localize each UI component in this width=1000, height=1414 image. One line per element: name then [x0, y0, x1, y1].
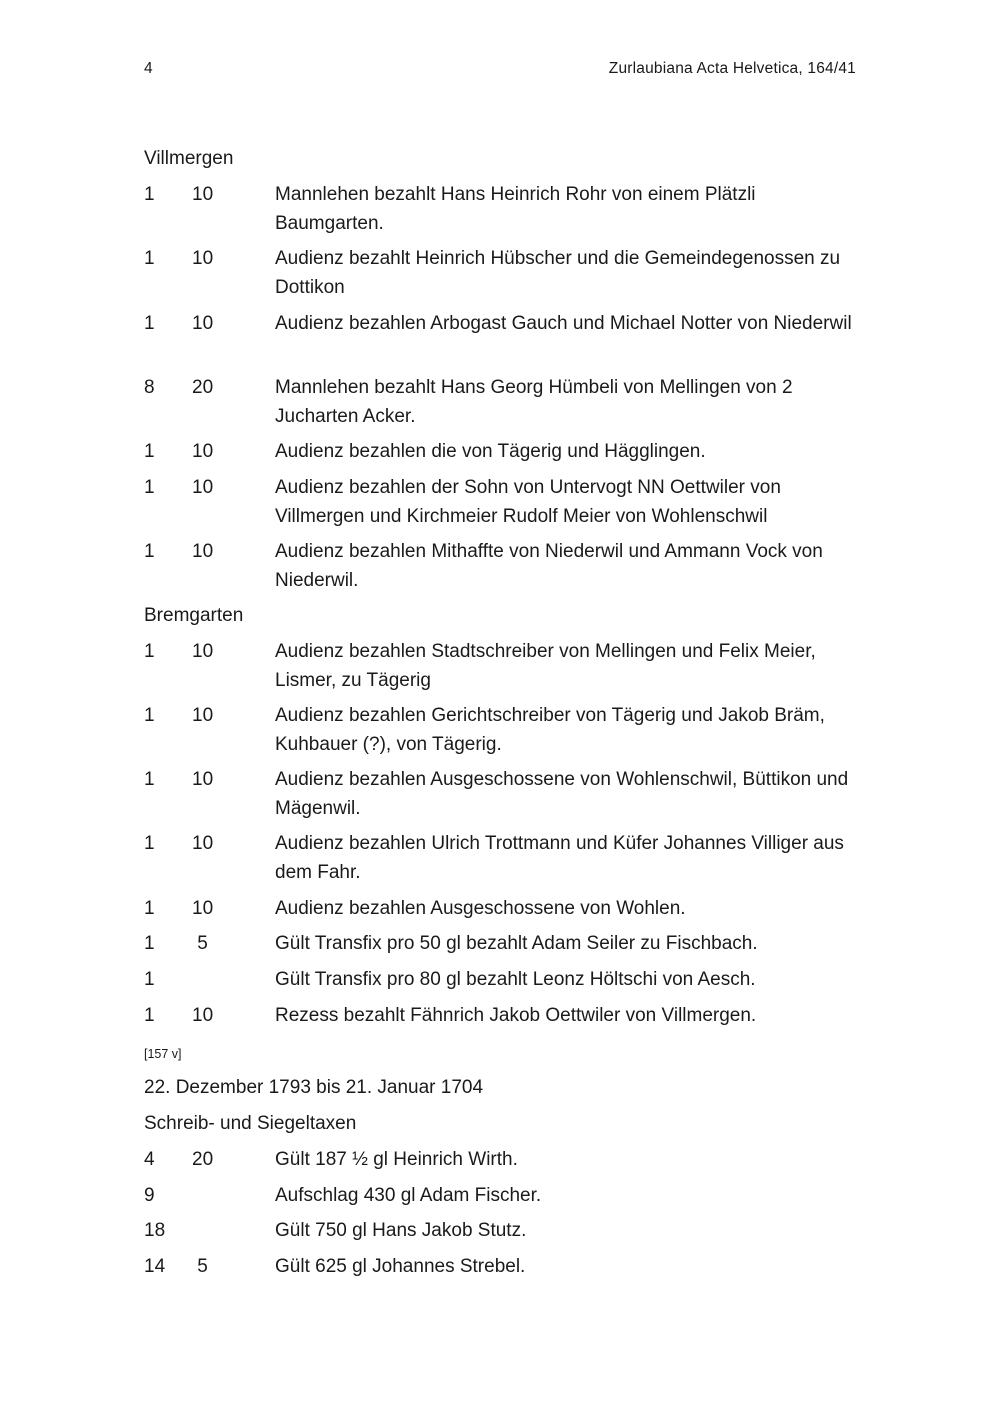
list-item [144, 894, 864, 923]
entry-amount-b: 20 [192, 377, 214, 398]
entry-amount-a: 1 [144, 248, 155, 269]
date-range: 22. Dezember 1793 bis 21. Januar 1704 [144, 1077, 484, 1098]
folio-marker: [157 v] [144, 1047, 182, 1061]
list-item [144, 765, 864, 823]
entry-description: Audienz bezahlen die von Tägerig und Hägglingen. [275, 441, 706, 462]
entry-amount-b: 10 [192, 1005, 214, 1026]
entry-description: Rezess bezahlt Fähnrich Jakob Oettwiler von Villmergen. [275, 1005, 757, 1026]
entry-amount-b: 10 [192, 769, 214, 790]
list-item [144, 1181, 864, 1210]
list-item [144, 244, 864, 302]
entry-amount-a: 1 [144, 969, 155, 990]
entry-amount-b: 10 [192, 898, 214, 919]
entry-amount-b: 10 [192, 441, 214, 462]
section-heading-villmergen: Villmergen [144, 148, 234, 169]
entry-amount-b: 10 [192, 705, 214, 726]
entry-amount-b: 5 [197, 1256, 208, 1277]
list-item [144, 965, 864, 994]
list-item [144, 437, 864, 466]
entry-description: Audienz bezahlen Ausgeschossene von Wohlen. [275, 898, 686, 919]
entry-description: Audienz bezahlen Ulrich Trottmann und Küfer Johannes Villiger aus dem Fahr. [275, 833, 844, 883]
entry-amount-a: 1 [144, 184, 155, 205]
list-item [144, 1252, 864, 1281]
entry-description: Gült 187 ½ gl Heinrich Wirth. [275, 1149, 518, 1170]
section-heading-taxen: Schreib- und Siegeltaxen [144, 1113, 357, 1134]
running-head: Zurlaubiana Acta Helvetica, 164/41 [608, 60, 856, 77]
list-item [144, 473, 864, 531]
page-number: 4 [144, 60, 153, 77]
entry-amount-a: 8 [144, 377, 155, 398]
entry-amount-a: 1 [144, 477, 155, 498]
entry-amount-a: 4 [144, 1149, 155, 1170]
entry-description: Audienz bezahlt Heinrich Hübscher und die Gemeindegenossen zu Dottikon [275, 248, 841, 298]
list-item [144, 1216, 864, 1245]
list-item [144, 537, 864, 595]
entry-amount-b: 20 [192, 1149, 214, 1170]
entry-description: Mannlehen bezahlt Hans Heinrich Rohr von einem Plätzli Baumgarten. [275, 184, 756, 234]
entry-amount-b: 10 [192, 248, 214, 269]
list-item [144, 829, 864, 887]
entry-description: Audienz bezahlen Stadtschreiber von Mellingen und Felix Meier, Lismer, zu Tägerig [275, 641, 816, 691]
list-item [144, 373, 864, 431]
entry-amount-b: 10 [192, 477, 214, 498]
entry-amount-a: 1 [144, 705, 155, 726]
list-item [144, 637, 864, 695]
list-item [144, 1001, 864, 1030]
entry-amount-a: 9 [144, 1185, 155, 1206]
entry-amount-a: 18 [144, 1220, 166, 1241]
entry-amount-a: 1 [144, 769, 155, 790]
list-item [144, 180, 864, 238]
entry-amount-a: 1 [144, 541, 155, 562]
entry-amount-a: 1 [144, 898, 155, 919]
entry-amount-b: 10 [192, 833, 214, 854]
list-item [144, 701, 864, 759]
entry-description: Gült Transfix pro 80 gl bezahlt Leonz Höltschi von Aesch. [275, 969, 756, 990]
page-header [144, 58, 856, 80]
entry-amount-a: 14 [144, 1256, 166, 1277]
entry-amount-b: 5 [197, 933, 208, 954]
entry-amount-b: 10 [192, 541, 214, 562]
entry-description: Audienz bezahlen Arbogast Gauch und Michael Notter von Niederwil [275, 313, 852, 334]
entry-description: Gült 750 gl Hans Jakob Stutz. [275, 1220, 527, 1241]
entry-amount-a: 1 [144, 441, 155, 462]
list-item [144, 1145, 864, 1174]
list-item [144, 309, 864, 338]
entry-description: Audienz bezahlen der Sohn von Untervogt NN Oettwiler von Villmergen und Kirchmeier Rudolf Meier von Wohlenschwil [275, 477, 781, 527]
entry-amount-a: 1 [144, 641, 155, 662]
list-item [144, 929, 864, 958]
entry-description: Gült 625 gl Johannes Strebel. [275, 1256, 526, 1277]
entry-description: Aufschlag 430 gl Adam Fischer. [275, 1185, 542, 1206]
entry-description: Audienz bezahlen Ausgeschossene von Wohlenschwil, Büttikon und Mägenwil. [275, 769, 849, 819]
entry-description: Gült Transfix pro 50 gl bezahlt Adam Seiler zu Fischbach. [275, 933, 758, 954]
entry-description: Audienz bezahlen Mithaffte von Niederwil und Ammann Vock von Niederwil. [275, 541, 823, 591]
entry-amount-b: 10 [192, 184, 214, 205]
entry-amount-a: 1 [144, 1005, 155, 1026]
entry-description: Mannlehen bezahlt Hans Georg Hümbeli von Mellingen von 2 Jucharten Acker. [275, 377, 793, 427]
entry-description: Audienz bezahlen Gerichtschreiber von Tägerig und Jakob Bräm, Kuhbauer (?), von Tägerig. [275, 705, 825, 755]
entry-amount-a: 1 [144, 933, 155, 954]
entry-amount-a: 1 [144, 313, 155, 334]
entry-amount-b: 10 [192, 641, 214, 662]
section-heading-bremgarten: Bremgarten [144, 605, 244, 626]
entry-amount-a: 1 [144, 833, 155, 854]
entry-amount-b: 10 [192, 313, 214, 334]
